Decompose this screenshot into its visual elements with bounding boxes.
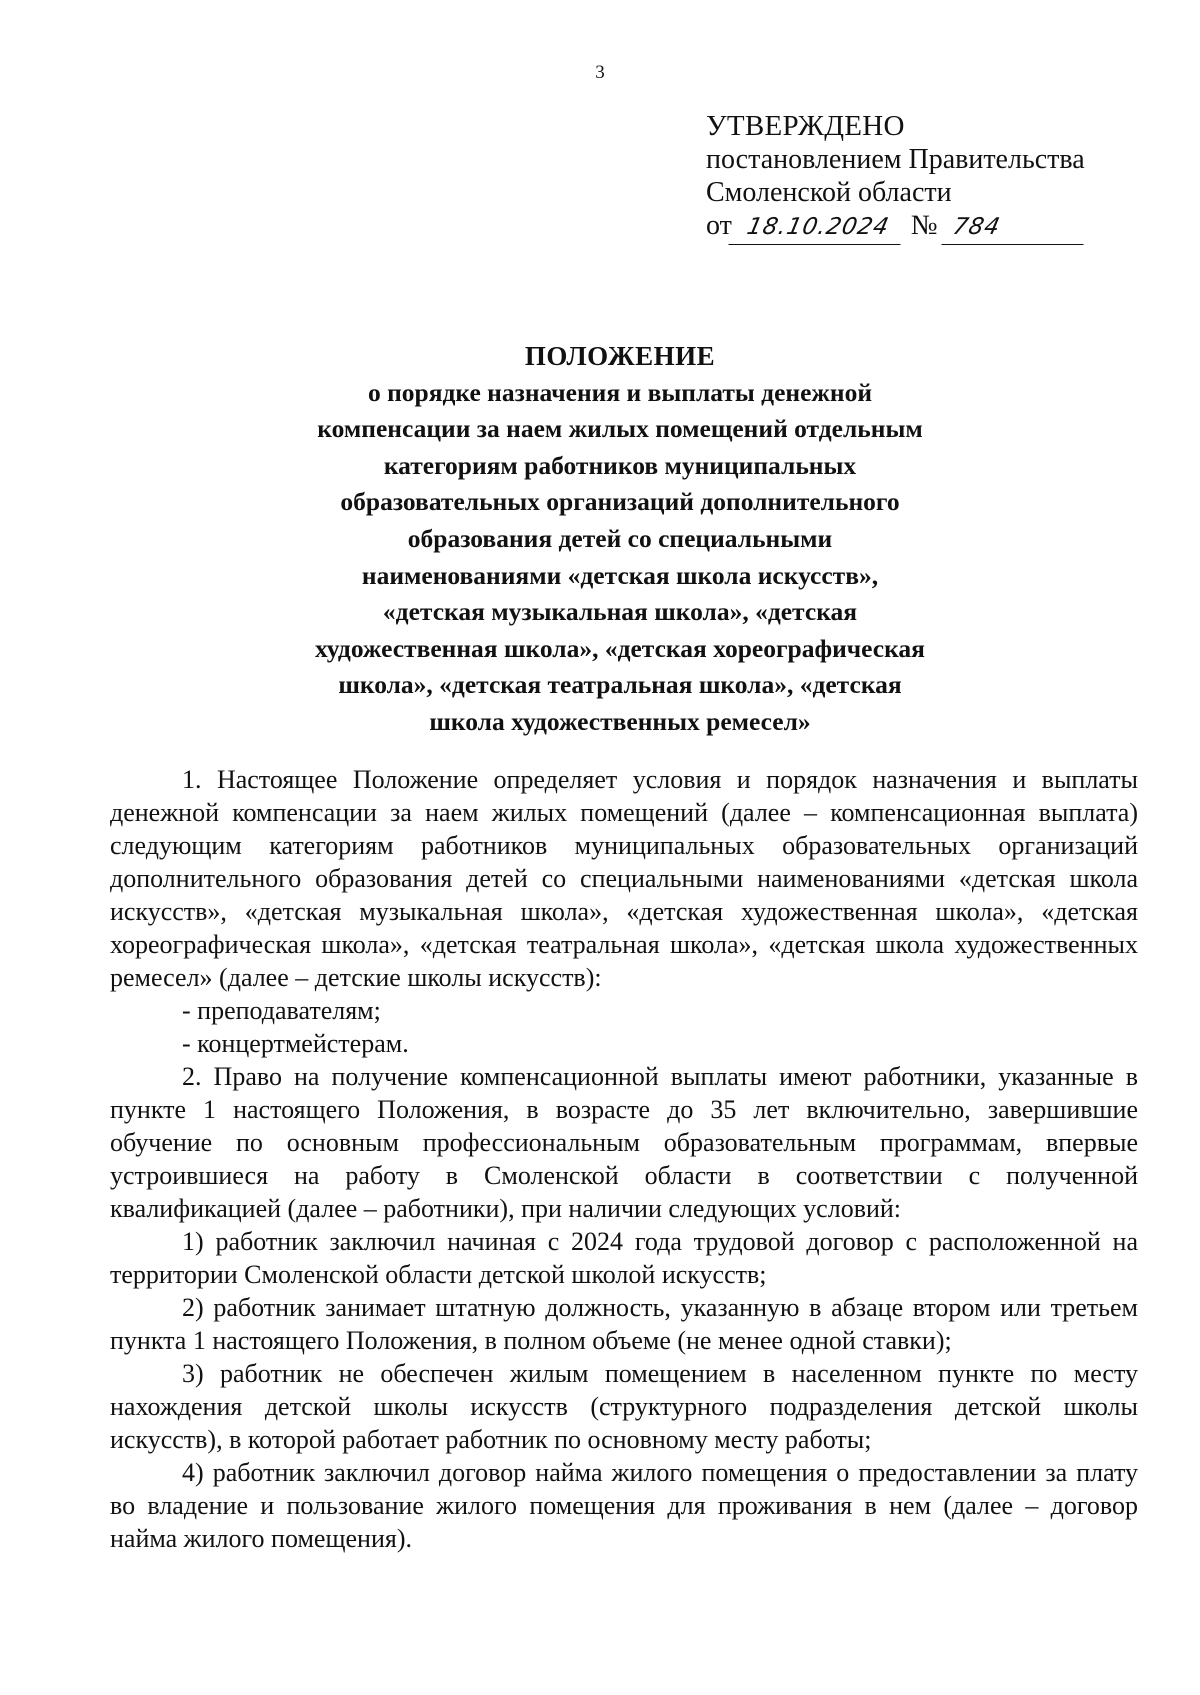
- subtitle-line: школа», «детская театральная школа», «детская: [338, 670, 902, 700]
- document-title: ПОЛОЖЕНИЕ: [524, 341, 716, 371]
- handwritten-date: 18.10.2024: [728, 211, 907, 245]
- list-item-accompanists: - концертмейстерам.: [182, 1029, 409, 1058]
- subtitle-line: компенсации за наем жилых помещений отдельным: [317, 414, 923, 444]
- page-number: 3: [595, 62, 605, 83]
- subtitle-line: художественная школа», «детская хореографическая: [315, 633, 925, 663]
- paragraph-1: 1. Настоящее Положение определяет условия и порядок назначения и выплаты денежной компенсации за наем жилых помещений (далее – компенсационная выплата) следующим категориям работников муниципальных образовательных организаций дополнительного образования детей со специальными наименованиями «детская школа искусств», «детская музыкальная школа», «детская художественная школа», «детская хореографическая школа», «детская театральная школа», «детская школа художественных ремесел» (далее – детские школы искусств):: [110, 765, 1138, 992]
- condition-2: 2) работник занимает штатную должность, указанную в абзаце втором или третьем пункта 1 настоящего Положения, в полном объеме (не менее одной ставки);: [110, 1293, 1138, 1355]
- approval-title: УТВЕРЖДЕНО: [706, 110, 905, 142]
- subtitle-line: образования детей со специальными: [407, 523, 833, 553]
- condition-3: 3) работник не обеспечен жилым помещением в населенном пункте по месту нахождения детской школы искусств (структурного подразделения детской школы искусств), в которой работает работник по основному месту работы;: [110, 1359, 1138, 1454]
- subtitle-line: наименованиями «детская школа искусств»,: [361, 560, 879, 590]
- paragraph-2: 2. Право на получение компенсационной выплаты имеют работники, указанные в пункте 1 настоящего Положения, в возрасте до 35 лет включительно, завершившие обучение по основным профессиональным образовательным программам, впервые устроившиеся на работу в Смоленской области в соответствии с полученной квалификацией (далее – работники), при наличии следующих условий:: [110, 1062, 1138, 1223]
- approval-issuer-line: постановлением Правительства: [706, 144, 1085, 175]
- subtitle-line: школа художественных ремесел»: [429, 706, 811, 736]
- number-prefix: №: [910, 210, 938, 241]
- list-item-teachers: - преподавателям;: [182, 996, 381, 1025]
- approval-region-line: Смоленской области: [706, 177, 952, 208]
- subtitle-line: о порядке назначения и выплаты денежной: [367, 377, 873, 407]
- condition-1: 1) работник заключил начиная с 2024 года трудовой договор с расположенной на территории Смоленской области детской школой искусств;: [110, 1227, 1138, 1289]
- document-heading: [180, 338, 1060, 741]
- approval-date-number-line: [706, 209, 1087, 245]
- handwritten-number: 784: [941, 211, 1090, 245]
- approval-stamp-block: [706, 110, 1087, 245]
- subtitle-line: категориям работников муниципальных: [383, 450, 857, 480]
- date-prefix: от: [706, 210, 732, 241]
- document-body: [110, 763, 1138, 1555]
- subtitle-line: «детская музыкальная школа», «детская: [382, 597, 858, 627]
- subtitle-line: образовательных организаций дополнительного: [340, 487, 900, 517]
- condition-4: 4) работник заключил договор найма жилого помещения о предоставлении за плату во владение и пользование жилого помещения для проживания в нем (далее – договор найма жилого помещения).: [110, 1458, 1138, 1553]
